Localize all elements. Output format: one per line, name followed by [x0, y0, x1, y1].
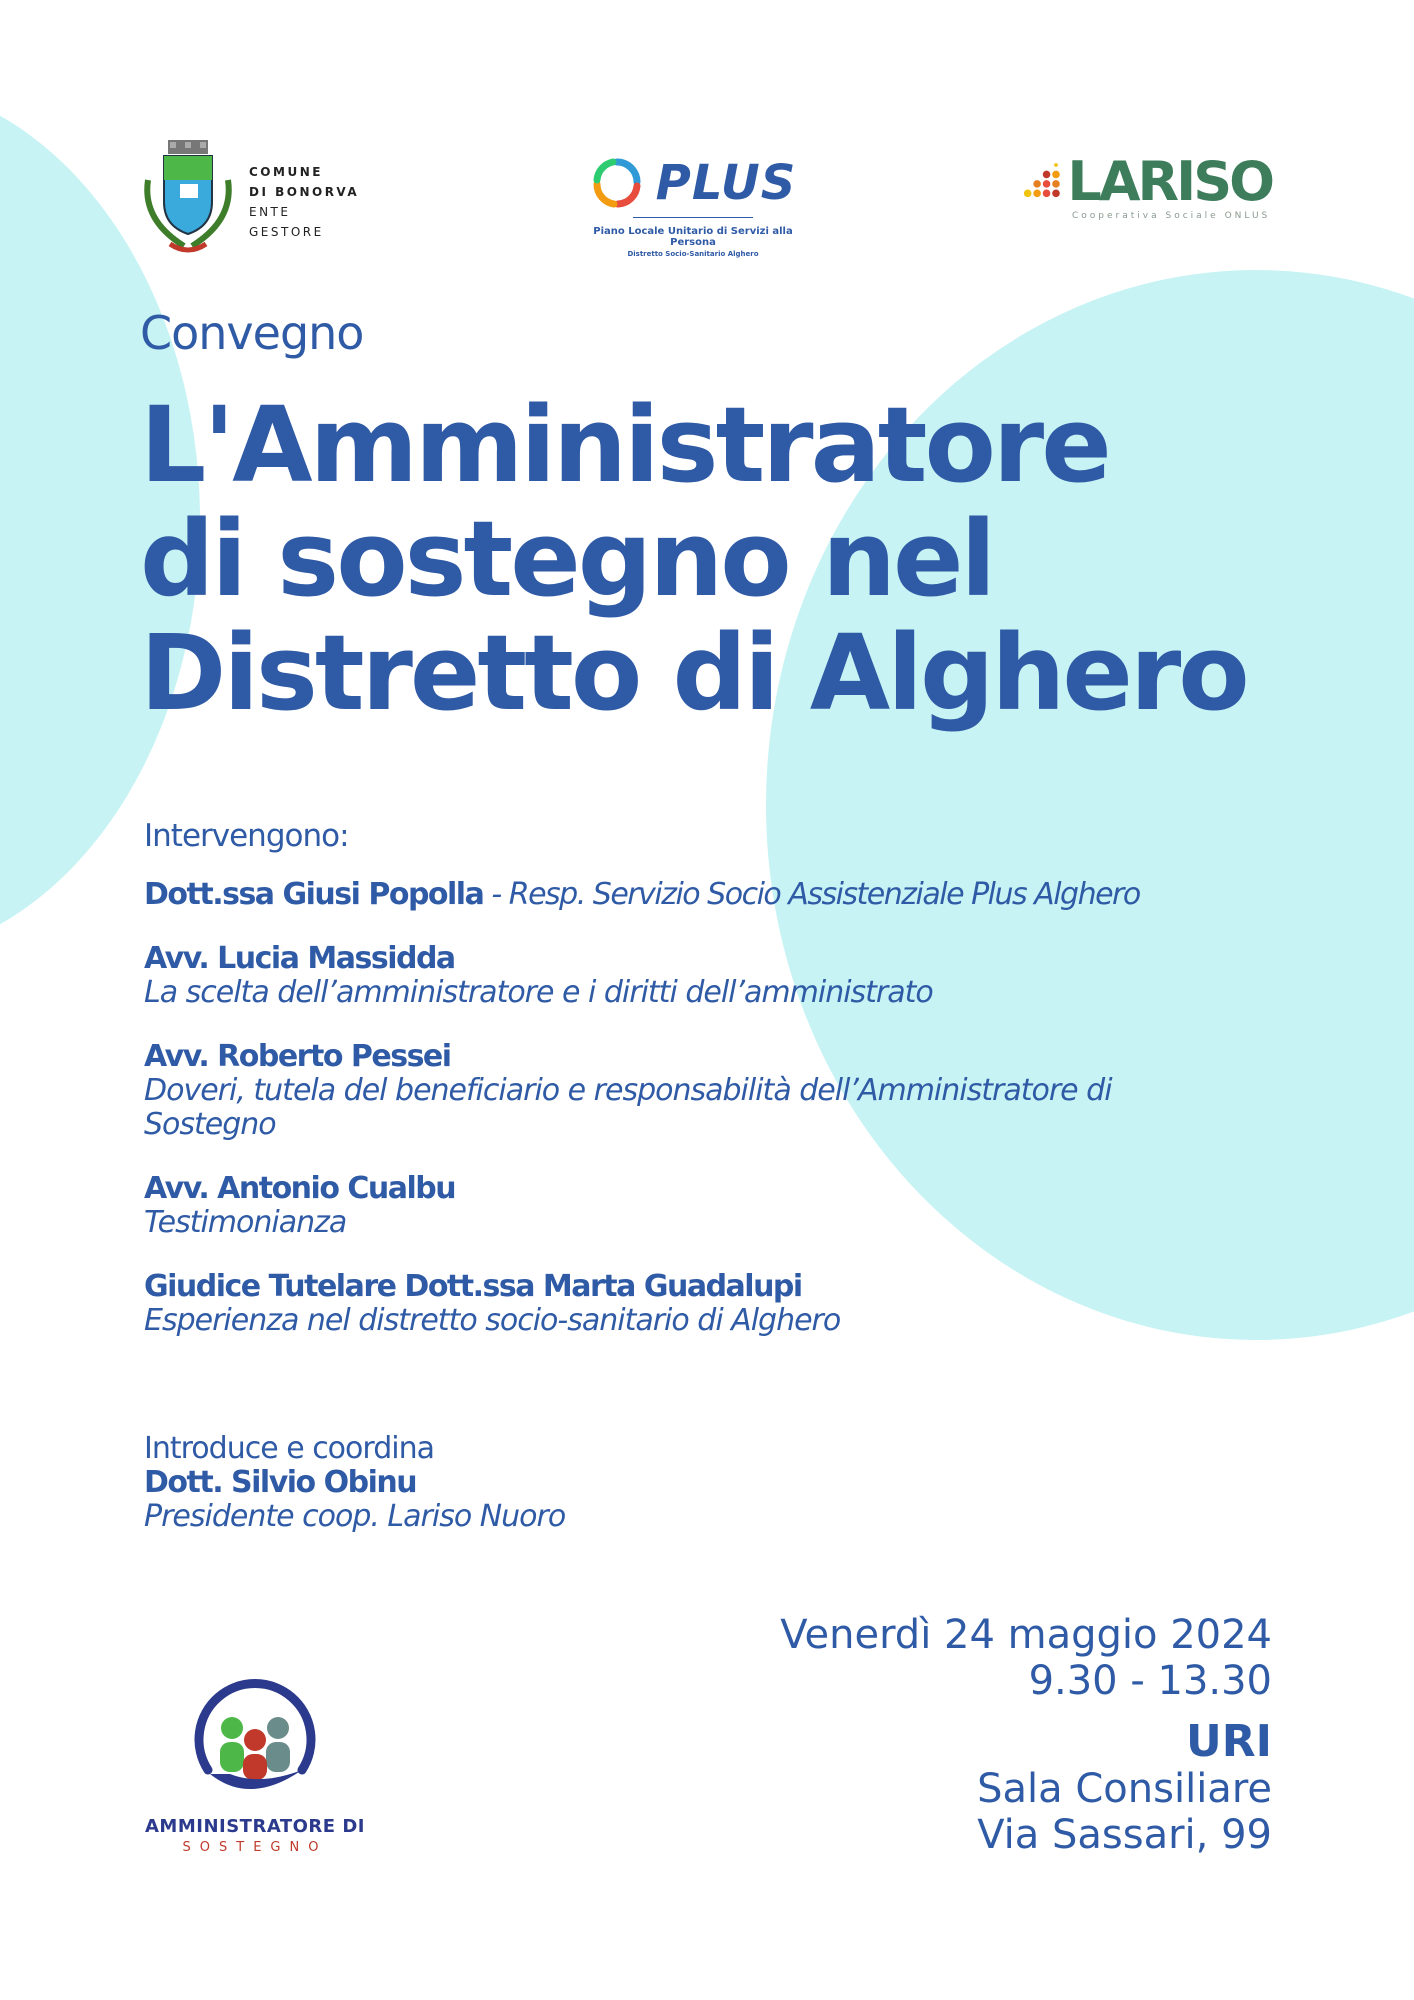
event-venue: Sala Consiliare [977, 1766, 1272, 1812]
event-date: Venerdì 24 maggio 2024 [780, 1612, 1272, 1658]
comune-line1: COMUNE [249, 165, 323, 179]
plus-subtitle: Piano Locale Unitario di Servizi alla Persona [593, 226, 793, 248]
speaker-2-name: Avv. Lucia Massidda [144, 941, 455, 976]
comune-line2: DI BONORVA [249, 185, 360, 199]
people-circle-icon [190, 1678, 320, 1808]
speaker-5-name: Giudice Tutelare Dott.ssa Marta Guadalupi [144, 1269, 802, 1304]
plus-name: PLUS [655, 155, 797, 211]
speaker-5-role: Esperienza nel distretto socio-sanitario di Alghero [144, 1303, 841, 1338]
coordinator-label: Introduce e coordina [144, 1431, 434, 1466]
plus-district: Distretto Socio-Sanitario Alghero [627, 250, 759, 258]
speaker-item [144, 1040, 1264, 1142]
coordinator-role: Presidente coop. Lariso Nuoro [144, 1499, 566, 1534]
plus-logo [588, 155, 798, 258]
event-title [140, 384, 1247, 734]
comune-bonorva-label [249, 162, 359, 242]
footer-logo-line2: SOSTEGNO [182, 1840, 328, 1855]
plus-swirl-icon [590, 156, 644, 210]
lariso-dots-icon [1022, 162, 1067, 202]
event-address: Via Sassari, 99 [977, 1812, 1272, 1858]
ente-line1: ENTE [249, 205, 291, 219]
event-details [780, 1612, 1272, 1858]
speakers-intro: Intervengono: [144, 818, 349, 854]
speaker-item [144, 1270, 1264, 1338]
speaker-3-role-line-1: Doveri, tutela del beneficiario e responsabilità dell’Amministratore di [144, 1073, 1112, 1108]
speakers-list [144, 818, 1264, 1368]
title-line-2: di sostegno nel [140, 498, 994, 620]
speaker-1-role: - Resp. Servizio Socio Assistenziale Plus Alghero [483, 877, 1140, 912]
speaker-3-name: Avv. Roberto Pessei [144, 1039, 451, 1074]
event-kicker: Convegno [140, 306, 364, 360]
footer-logo-line1: AMMINISTRATORE DI [145, 1816, 365, 1837]
speaker-4-name: Avv. Antonio Cualbu [144, 1171, 456, 1206]
lariso-subtitle: Cooperativa Sociale ONLUS [1072, 211, 1271, 221]
lariso-name: LARISO [1067, 150, 1272, 213]
speaker-2-role: La scelta dell’amministratore e i diritti dell’amministrato [144, 975, 933, 1010]
title-line-3: Distretto di Alghero [140, 612, 1247, 734]
speaker-1-name: Dott.ssa Giusi Popolla [144, 877, 484, 912]
ente-line2: GESTORE [249, 225, 324, 239]
speaker-item [144, 1172, 1264, 1240]
speaker-3-role-line-2: Sostegno [144, 1107, 276, 1142]
event-city: URI [1186, 1716, 1272, 1767]
plus-divider [633, 217, 753, 218]
speaker-4-role: Testimonianza [144, 1205, 347, 1240]
title-line-1: L'Amministratore [140, 384, 1109, 506]
event-time: 9.30 - 13.30 [1028, 1658, 1272, 1704]
speaker-item [144, 878, 1264, 912]
lariso-logo [1022, 150, 1272, 221]
coordinator-block [144, 1432, 565, 1534]
comune-crest-icon [140, 140, 236, 256]
coordinator-name: Dott. Silvio Obinu [144, 1465, 417, 1500]
speaker-item [144, 942, 1264, 1010]
amministratore-logo [140, 1678, 370, 1855]
